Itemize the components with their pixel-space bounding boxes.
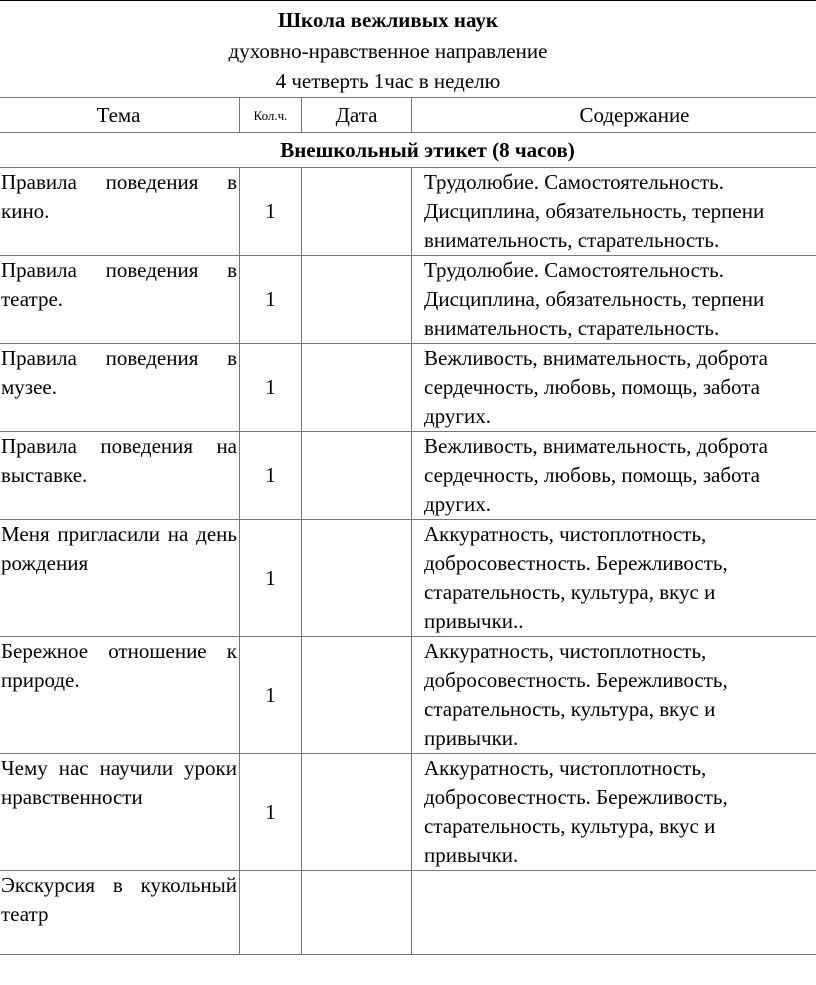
- row-topic: Правила поведения в музее.: [0, 344, 240, 432]
- section-title: Внешкольный этикет (8 часов): [0, 133, 816, 168]
- title-block: [0, 0, 816, 97]
- row-content: [412, 637, 816, 754]
- row-date: [302, 520, 412, 637]
- row-hours: 1: [240, 344, 302, 432]
- table-row: [0, 871, 816, 955]
- content-line: Трудолюбие. Самостоятельность.: [424, 170, 725, 194]
- content-line: старательность, культура, вкус и: [424, 697, 716, 721]
- column-header-hours: Кол.ч.: [240, 98, 302, 133]
- table-row: [0, 754, 816, 871]
- row-topic: Правила поведения в театре.: [0, 256, 240, 344]
- document-subtitle: духовно-нравственное направление: [228, 39, 548, 63]
- content-line: Аккуратность, чистоплотность,: [424, 522, 707, 546]
- row-content: [412, 871, 816, 955]
- table-row: [0, 344, 816, 432]
- content-line: внимательность, старательность.: [424, 316, 720, 340]
- content-line: других.: [424, 404, 492, 428]
- row-content: [412, 256, 816, 344]
- row-topic: Бережное отношение к природе.: [0, 637, 240, 754]
- table-row: [0, 432, 816, 520]
- row-content: [412, 168, 816, 256]
- document-title: Школа вежливых наук: [277, 8, 499, 32]
- content-line: привычки..: [424, 609, 524, 633]
- document-schedule: 4 четверть 1час в неделю: [275, 69, 501, 93]
- table-header-row: [0, 98, 816, 133]
- table-row: [0, 520, 816, 637]
- row-topic: Меня пригласили на день рождения: [0, 520, 240, 637]
- row-hours: 1: [240, 168, 302, 256]
- row-content: [412, 520, 816, 637]
- row-date: [302, 344, 412, 432]
- lesson-plan-table: [0, 97, 816, 955]
- row-hours: 1: [240, 754, 302, 871]
- content-line: Аккуратность, чистоплотность,: [424, 639, 707, 663]
- section-row: [0, 133, 816, 168]
- row-hours: [240, 871, 302, 955]
- row-topic: Экскурсия в кукольный театр: [0, 871, 240, 955]
- content-line: добросовестность. Бережливость,: [424, 551, 728, 575]
- content-line: сердечность, любовь, помощь, забота: [424, 375, 760, 399]
- row-date: [302, 871, 412, 955]
- row-date: [302, 256, 412, 344]
- row-topic: Правила поведения в кино.: [0, 168, 240, 256]
- content-line: добросовестность. Бережливость,: [424, 785, 728, 809]
- row-date: [302, 754, 412, 871]
- row-content: [412, 754, 816, 871]
- content-line: сердечность, любовь, помощь, забота: [424, 463, 760, 487]
- content-line: внимательность, старательность.: [424, 228, 720, 252]
- content-line: старательность, культура, вкус и: [424, 580, 716, 604]
- content-line: добросовестность. Бережливость,: [424, 668, 728, 692]
- column-header-topic: Тема: [0, 98, 240, 133]
- row-topic: Правила поведения на выставке.: [0, 432, 240, 520]
- content-line: Вежливость, внимательность, доброта: [424, 346, 768, 370]
- content-line: других.: [424, 492, 492, 516]
- row-content: [412, 344, 816, 432]
- table-row: [0, 637, 816, 754]
- row-content: [412, 432, 816, 520]
- column-header-content: Содержание: [412, 98, 816, 133]
- row-hours: 1: [240, 520, 302, 637]
- row-hours: 1: [240, 256, 302, 344]
- row-date: [302, 637, 412, 754]
- row-topic: Чему нас научили уроки нравственности: [0, 754, 240, 871]
- row-date: [302, 168, 412, 256]
- row-hours: 1: [240, 432, 302, 520]
- table-row: [0, 168, 816, 256]
- table-row: [0, 256, 816, 344]
- content-line: Дисциплина, обязательность, терпени: [424, 287, 765, 311]
- content-line: Дисциплина, обязательность, терпени: [424, 199, 765, 223]
- row-hours: 1: [240, 637, 302, 754]
- content-line: привычки.: [424, 843, 519, 867]
- content-line: Вежливость, внимательность, доброта: [424, 434, 768, 458]
- column-header-date: Дата: [302, 98, 412, 133]
- content-line: Аккуратность, чистоплотность,: [424, 756, 707, 780]
- content-line: привычки.: [424, 726, 519, 750]
- content-line: Трудолюбие. Самостоятельность.: [424, 258, 725, 282]
- content-line: старательность, культура, вкус и: [424, 814, 716, 838]
- row-date: [302, 432, 412, 520]
